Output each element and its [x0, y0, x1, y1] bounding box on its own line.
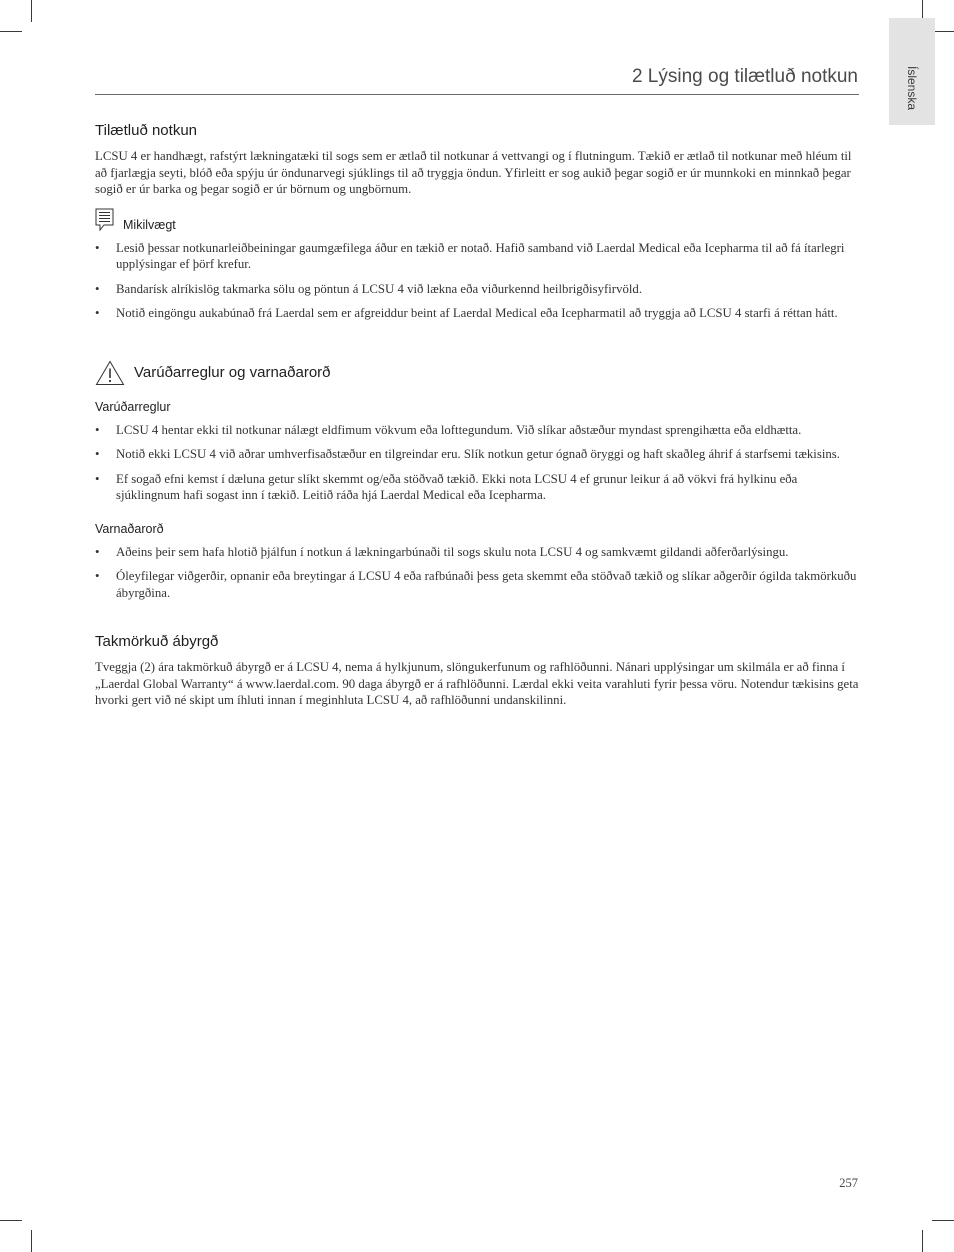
text-line: Bandarísk alríkislög takmarka sölu og pöntun á LCSU 4 við lækna eða viðurkennd heilbrigðisyfirvöld. [116, 281, 643, 296]
text-line: Notið eingöngu aukabúnað frá Laerdal sem er afgreiddur beint af Laerdal Medical eða Icepharmatil að tryggja að LCSU 4 starfi [116, 306, 771, 320]
text-line: undanskilinni. [493, 693, 567, 707]
text-line: Lesið þessar notkunarleiðbeiningar gaumgæfilega áður en tækið er notað. Hafið samband við Laerdal Medical eða Icepharma til [116, 240, 773, 255]
list-item: • Ef sogað efni kemst í dæluna getur slíkt skemmt og/eða stöðvað tækið. Ekki nota LCSU 4 ef grunur leikur á að vökvi frá hylkinu eða sjúklingnum hafi sogast inn í tækið. Leitið ráða hjá Laerdal Medical eða Icepharma. [95, 471, 798, 502]
list-item: • Lesið þessar notkunarleiðbeiningar gaumgæfilega áður en tækið er notað. Hafið samband við Laerdal Medical eða Icepharma til að fá ítarlegri upplýsingar ef þörf krefur. [95, 240, 845, 271]
page-number: 257 [839, 1176, 858, 1190]
list-item: • Bandarísk alríkislög takmarka sölu og pöntun á LCSU 4 við lækna eða viðurkennd heilbrigðisyfirvöld. [95, 281, 643, 296]
warnings-sub-heading: Varnaðarorð [95, 521, 164, 536]
text-line: Óleyfilegar viðgerðir, opnanir eða breytingar á LCSU 4 eða rafbúnaði þess geta skemmt eða stöðvað tækið og slíkar aðgerðir [116, 569, 757, 583]
text-line: um skilmála er að finna í „Laerdal Global Warranty“ á www.laerdal.com. 90 daga ábyrgð er á rafhlöðunni. Lærdal ekki veita [95, 660, 845, 691]
warranty-paragraph [95, 659, 859, 709]
crop-mark [0, 1220, 22, 1221]
warnings-header [95, 360, 859, 386]
text-line: LCSU 4 er handhægt, rafstýrt lækningatæki til sogs sem er ætlað til notkunar á vettvangi og í flutningum. Tækið er ætlað til notkunar [95, 149, 778, 163]
note-icon [95, 208, 117, 232]
warranty-heading: Takmörkuð ábyrgð [95, 633, 219, 650]
list-item: • Notið ekki LCSU 4 við aðrar umhverfisaðstæður en tilgreindar eru. Slík notkun getur ógnað öryggi og haft skaðleg áhrif á starfsemi tækisins. [95, 447, 840, 461]
text-line: Tveggja (2) ára takmörkuð ábyrgð er á LCSU 4, nema á hylkjunum, slöngukerfunum og rafhlöðunni. Nánari upplýsingar [95, 660, 715, 674]
list-item: • Notið eingöngu aukabúnað frá Laerdal sem er afgreiddur beint af Laerdal Medical eða Icepharmatil að tryggja að LCSU 4 starfi á réttan hátt. [95, 306, 838, 320]
important-section [95, 208, 859, 322]
list-item: • Óleyfilegar viðgerðir, opnanir eða breytingar á LCSU 4 eða rafbúnaði þess geta skemmt eða stöðvað tækið og slíkar aðgerðir ógilda takmörkuðu ábyrgðina. [95, 569, 857, 600]
important-list [95, 240, 859, 322]
intended-use-heading: Tilætluð notkun [95, 122, 197, 139]
header-divider [95, 94, 859, 95]
page-content [95, 122, 859, 709]
important-header [95, 208, 859, 232]
crop-mark [31, 0, 32, 22]
text-line: Ef sogað efni kemst í dæluna getur slíkt skemmt og/eða stöðvað tækið. Ekki nota LCSU 4 ef grunur leikur á að vökvi frá [116, 471, 735, 486]
text-line: LCSU 4 hentar ekki til notkunar nálægt eldfimum vökvum eða lofttegundum. Við slíkar aðstæður myndast sprengihætta eða [116, 422, 752, 437]
text-line: að fá ítarlegri upplýsingar ef þörf krefur. [116, 240, 845, 271]
crop-mark [922, 1230, 923, 1252]
text-line: á réttan hátt. [774, 306, 838, 320]
text-line: aðferðarlýsingu. [704, 544, 789, 559]
list-item: • Aðeins þeir sem hafa hlotið þjálfun í notkun á lækningarbúnaði til sogs skulu nota LCSU 4 og samkvæmt gildandi aðferðarlýsingu. [95, 544, 789, 559]
crop-mark [31, 1230, 32, 1252]
text-line: ógilda takmörkuðu ábyrgðina. [116, 569, 857, 600]
warnings-heading: Varúðarreglur og varnaðarorð [134, 364, 331, 381]
text-line: Aðeins þeir sem hafa hlotið þjálfun í notkun á lækningarbúnaði til sogs skulu nota LCSU 4 og samkvæmt gildandi [116, 544, 702, 559]
cautions-heading: Varúðarreglur [95, 399, 171, 414]
warning-triangle-icon [95, 360, 125, 386]
text-line: Notið ekki LCSU 4 við aðrar umhverfisaðstæður en tilgreindar eru. Slík notkun getur ógnað öryggi og haft skaðleg áhrif á [116, 447, 742, 461]
crop-mark [0, 31, 22, 32]
text-line: starfsemi tækisins. [744, 447, 840, 461]
text-line: eldhætta. [754, 422, 802, 437]
crop-mark [932, 1220, 954, 1221]
language-tab-label: Íslenska [905, 65, 919, 111]
important-label: Mikilvægt [123, 217, 176, 232]
text-line: með hléum til að fjarlægja seyti, blóð eða spýju úr öndunarvegi sjúklings til að tryggja öndun. Yfirleitt er sog aukið þegar sogið er úr [95, 149, 852, 180]
intended-use-paragraph [95, 148, 859, 198]
warnings-list [95, 544, 859, 602]
intended-use-section [95, 122, 859, 198]
language-tab [889, 18, 935, 125]
list-item: • LCSU 4 hentar ekki til notkunar nálægt eldfimum vökvum eða lofttegundum. Við slíkar aðstæður myndast sprengihætta eða eldhætta. [95, 422, 802, 437]
warranty-section [95, 633, 859, 709]
crop-mark [932, 31, 954, 32]
cautions-list [95, 422, 859, 504]
text-line: varahluti fyrir þessa vöru. Notendur tækisins geta hvorki gert við né skipt um íhluti innan í meginhluta LCSU 4, að rafhlöðunni [95, 676, 859, 707]
text-line: munnkoki en minnkað þegar sogið er úr barka og þegar sogið er úr börnum og ungbörnum. [95, 165, 851, 196]
warnings-section [95, 360, 859, 602]
page-header-title: 2 Lýsing og tilætluð notkun [631, 66, 858, 87]
text-line: hylkinu eða sjúklingnum hafi sogast inn í tækið. Leitið ráða hjá Laerdal Medical eða Icepharma. [116, 471, 798, 502]
